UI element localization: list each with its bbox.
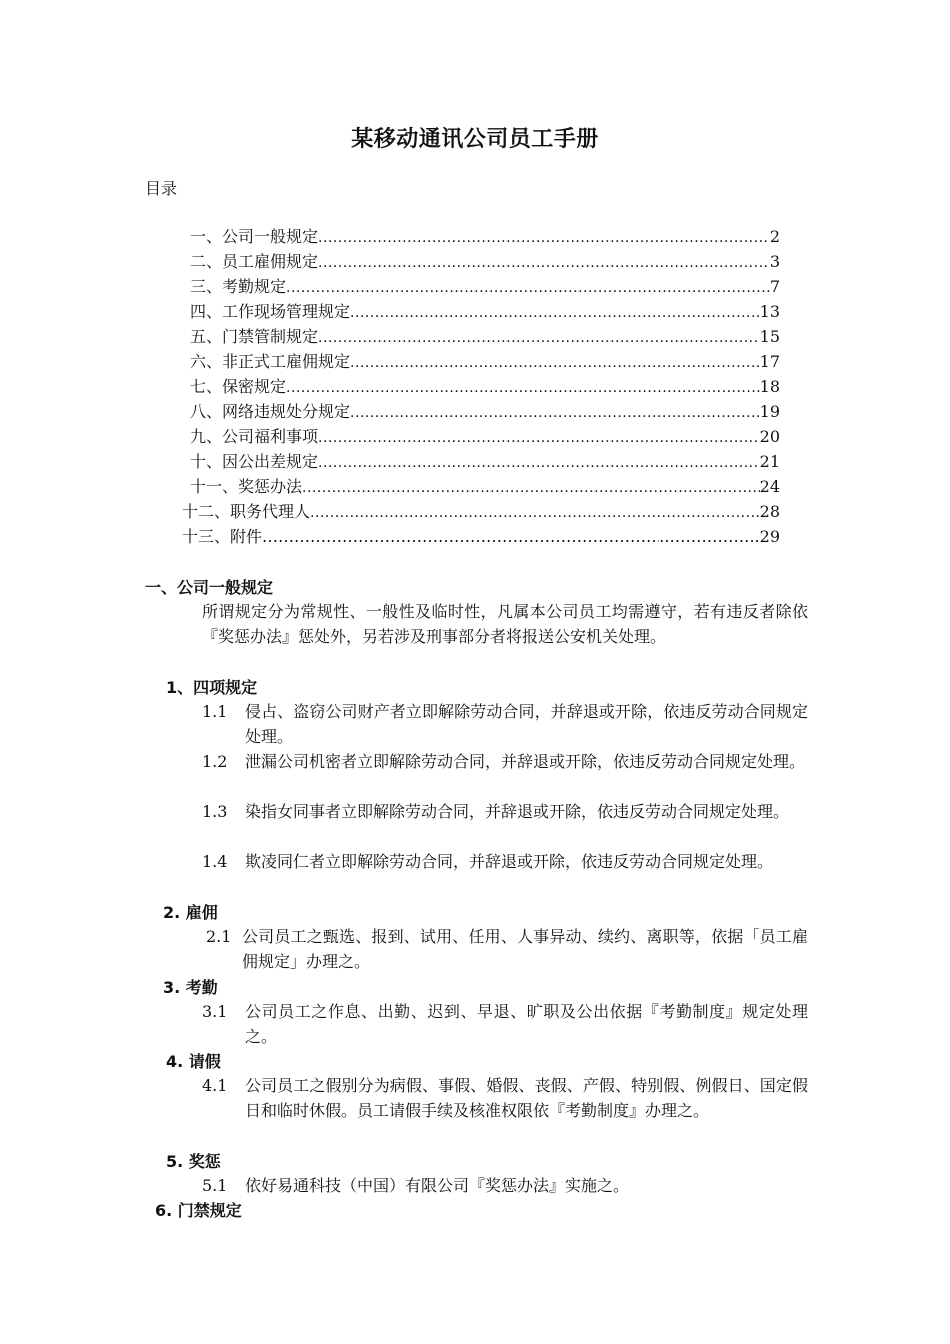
toc-leader <box>318 255 770 271</box>
item-text: 公司员工之作息、出勤、迟到、早退、旷职及公出依据『考勤制度』规定处理之。 <box>245 1002 808 1046</box>
subsection-heading: 5. 奖惩 <box>166 1152 221 1171</box>
toc-entry-page: 19 <box>759 402 780 421</box>
toc-entry[interactable] <box>190 399 780 424</box>
toc-entry-label: 二、员工雇佣规定 <box>190 252 319 271</box>
toc-entry[interactable] <box>182 499 780 524</box>
toc-entry-label: 九、公司福利事项 <box>190 427 319 446</box>
toc-leader <box>350 355 760 371</box>
toc-leader <box>318 430 760 446</box>
toc-entry[interactable] <box>190 224 780 249</box>
toc-leader <box>318 230 770 246</box>
toc-leader <box>318 455 760 471</box>
item-text: 公司员工之甄选、报到、试用、任用、人事异动、续约、离职等，依据「员工雇佣规定」办理之。 <box>242 927 808 971</box>
toc-entry[interactable] <box>190 424 780 449</box>
toc-entry[interactable] <box>190 299 780 324</box>
toc-entry[interactable] <box>190 249 780 274</box>
toc-entry-page: 21 <box>759 452 780 471</box>
toc-entry-page: 15 <box>759 327 780 346</box>
toc-entry-label: 十、因公出差规定 <box>190 452 319 471</box>
toc-entry-label: 十一、奖惩办法 <box>190 477 303 496</box>
item-number: 5.1 <box>202 1176 228 1195</box>
toc-leader <box>350 405 760 421</box>
toc-leader <box>286 280 770 296</box>
toc-entry-page: ..……………..29 <box>659 527 780 546</box>
toc-entry[interactable] <box>190 374 780 399</box>
item-number: 1.2 <box>202 752 228 771</box>
toc-leader <box>318 330 760 346</box>
toc-entry[interactable] <box>190 324 780 349</box>
toc-entry[interactable] <box>190 274 780 299</box>
toc-entry-label: 四、工作现场管理规定 <box>190 302 351 321</box>
toc-entry-label: 六、非正式工雇佣规定 <box>190 352 351 371</box>
subsection-heading: 6. 门禁规定 <box>155 1201 242 1220</box>
item-number: 2.1 <box>206 927 232 946</box>
item-number: 1.3 <box>202 802 228 821</box>
toc-entry-label: 五、门禁管制规定 <box>190 327 319 346</box>
toc-entry-label: 十三、附件 <box>182 527 263 546</box>
subsection-heading: 3. 考勤 <box>163 978 218 997</box>
toc-entry-label: 十二、职务代理人 <box>182 502 311 521</box>
item-text: 公司员工之假别分为病假、事假、婚假、丧假、产假、特别假、例假日、国定假日和临时休假。员工请假手续及核准权限依『考勤制度』办理之。 <box>245 1076 808 1120</box>
toc-entry-page: 24 <box>759 477 780 496</box>
toc-entry[interactable] <box>190 449 780 474</box>
item-number: 1.1 <box>202 702 228 721</box>
subsection-heading: 1、四项规定 <box>166 678 258 697</box>
toc-leader <box>310 505 760 521</box>
toc-entry-page: 18 <box>759 377 780 396</box>
toc-entry-label: 一、公司一般规定 <box>190 227 319 246</box>
item-text: 侵占、盗窃公司财产者立即解除劳动合同，并辞退或开除，依违反劳动合同规定处理。 <box>245 702 808 746</box>
item-number: 1.4 <box>202 852 228 871</box>
item-number: 3.1 <box>202 1002 228 1021</box>
subsection-heading: 2. 雇佣 <box>163 903 218 922</box>
toc-leader <box>286 380 760 396</box>
toc-leader <box>350 305 760 321</box>
toc-entry-label: 三、考勤规定 <box>190 277 287 296</box>
toc-leader <box>302 480 760 496</box>
toc-leader <box>262 527 659 546</box>
toc-entry[interactable] <box>182 524 780 549</box>
toc-entry-label: 八、网络违规处分规定 <box>190 402 351 421</box>
section-intro: 所谓规定分为常规性、一般性及临时性，凡属本公司员工均需遵守，若有违反者除依『奖惩办法』惩处外，另若涉及刑事部分者将报送公安机关处理。 <box>202 602 808 646</box>
section-heading: 一、公司一般规定 <box>145 578 274 597</box>
subsection-heading: 4. 请假 <box>166 1052 221 1071</box>
toc-entry-page: 28 <box>759 502 780 521</box>
item-text: 依好易通科技（中国）有限公司『奖惩办法』实施之。 <box>245 1176 630 1195</box>
toc-entry[interactable] <box>190 349 780 374</box>
item-number: 4.1 <box>202 1076 228 1095</box>
toc-entry[interactable] <box>190 474 780 499</box>
toc-entry-page: 13 <box>759 302 780 321</box>
toc-entry-page: 2 <box>769 227 780 246</box>
toc-entry-page: 3 <box>769 252 780 271</box>
toc-entry-page: 7 <box>769 277 780 296</box>
toc-entry-page: 20 <box>759 427 780 446</box>
toc-heading: 目录 <box>145 179 178 198</box>
item-text: 泄漏公司机密者立即解除劳动合同，并辞退或开除，依违反劳动合同规定处理。 <box>245 752 806 771</box>
document-title: 某移动通讯公司员工手册 <box>351 127 599 152</box>
toc-entry-label: 七、保密规定 <box>190 377 287 396</box>
item-text: 欺凌同仁者立即解除劳动合同，并辞退或开除，依违反劳动合同规定处理。 <box>245 852 774 871</box>
item-text: 染指女同事者立即解除劳动合同，并辞退或开除，依违反劳动合同规定处理。 <box>245 802 790 821</box>
toc-entry-page: 17 <box>759 352 780 371</box>
